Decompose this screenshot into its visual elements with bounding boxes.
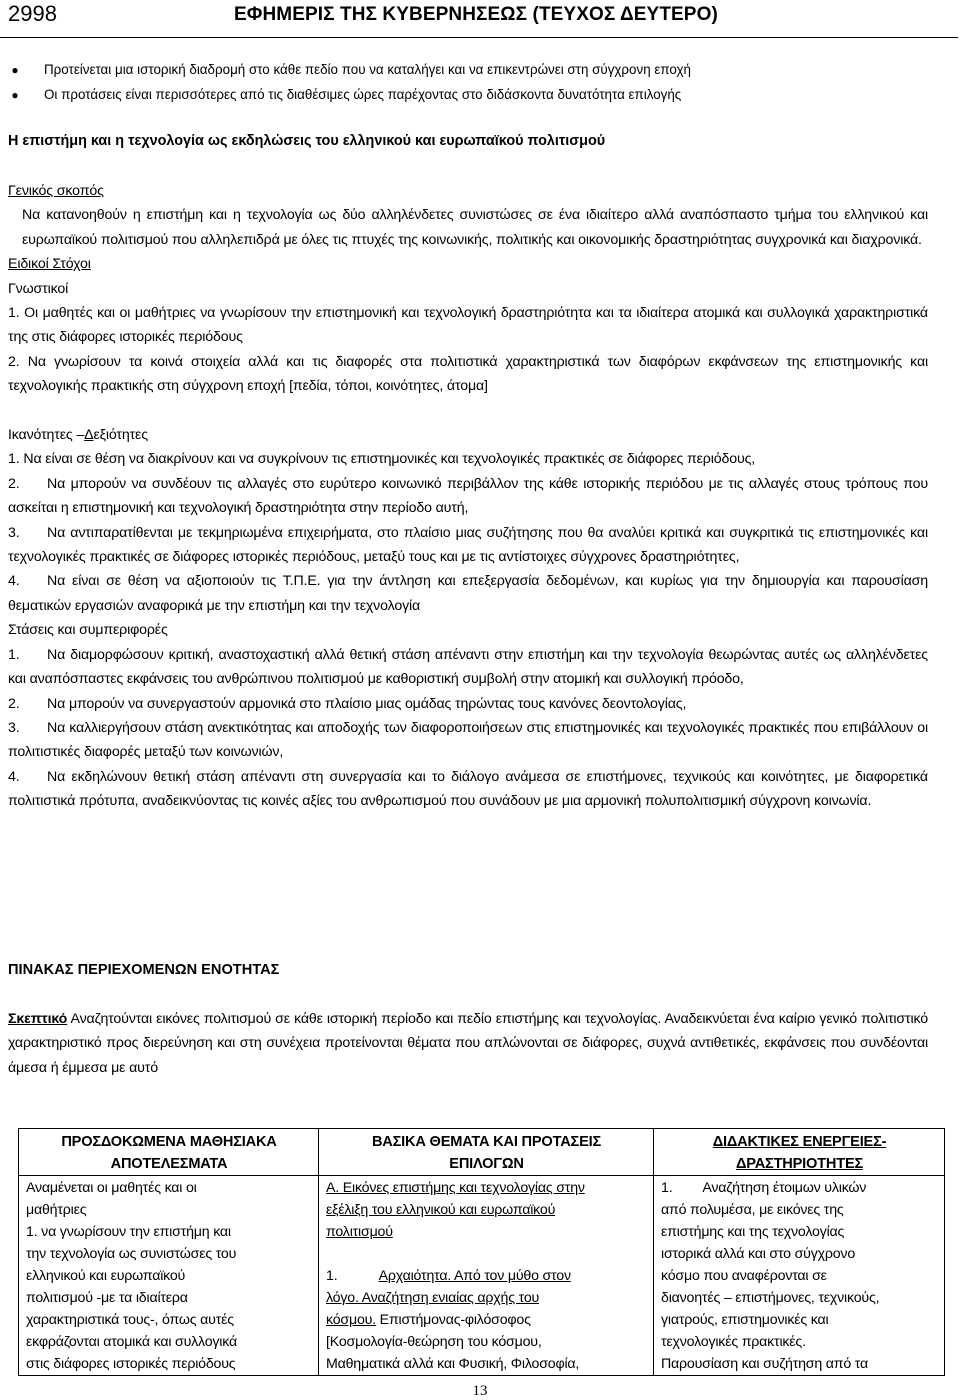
cell-line: εκφράζονται ατομικά και συλλογικά bbox=[26, 1334, 237, 1350]
section-heading: Η επιστήμη και η τεχνολογία ως εκδηλώσεις του ελληνικού και ευρωπαϊκού πολιτισμού bbox=[8, 133, 606, 149]
cell-line bbox=[326, 1353, 647, 1375]
attitudes-item bbox=[8, 643, 928, 692]
cell-line: τεχνολογικές πρακτικές. bbox=[661, 1334, 806, 1350]
page-number: 2998 bbox=[8, 1, 57, 26]
contents-heading: ΠΙΝΑΚΑΣ ΠΕΡΙΕΧΟΜΕΝΩΝ ΕΝΟΤΗΤΑΣ bbox=[8, 962, 280, 978]
skills-item bbox=[8, 447, 928, 471]
cell-line: στις διάφορες ιστορικές περιόδους bbox=[26, 1356, 236, 1372]
skills-item bbox=[8, 521, 928, 570]
cell-segment: 1. bbox=[326, 1268, 379, 1284]
cell-line bbox=[326, 1243, 647, 1265]
header-line: ΒΑΣΙΚΑ ΘΕΜΑΤΑ ΚΑΙ ΠΡΟΤΑΣΕΙΣ bbox=[371, 1134, 602, 1150]
table-header-row bbox=[19, 1129, 945, 1176]
bullet-icon: ● bbox=[11, 63, 19, 77]
cell-line bbox=[326, 1177, 647, 1199]
skills-label-part: εξιότητες bbox=[93, 427, 148, 444]
rationale-label: Σκεπτικό bbox=[8, 1011, 68, 1027]
cell-line: 1. να γνωρίσουν την επιστήμη και bbox=[26, 1224, 231, 1240]
cell-line: επιστήμης και της τεχνολογίας bbox=[661, 1224, 845, 1240]
skills-item bbox=[8, 569, 928, 618]
cell-segment: Επιστήμονας-φιλόσοφος bbox=[375, 1312, 531, 1328]
item-number: 1. bbox=[8, 646, 20, 663]
cognitive-item bbox=[8, 301, 928, 350]
cell-line bbox=[326, 1309, 647, 1331]
header-line: ΔΙΔΑΚΤΙΚΕΣ ΕΝΕΡΓΕΙΕΣ- bbox=[712, 1134, 887, 1150]
header-basic-topics bbox=[319, 1129, 654, 1176]
item-text: Να αντιπαρατίθενται με τεκμηριωμένα επιχειρήματα, στο πλαίσιο μιας συζήτησης που θα αναλύει κριτικά και συγκριτικά τις επιστημονικές και τεχνολογικές πρακτικές σε διάφορες ιστορικές περιόδους, μεταξύ τους και με τις αντίστοιχες σύγχρονες δραστηριότητες, bbox=[8, 524, 928, 566]
attitudes-item bbox=[8, 765, 928, 814]
body-text bbox=[8, 179, 928, 814]
gazette-title: ΕΦΗΜΕΡΙΣ ΤΗΣ ΚΥΒΕΡΝΗΣΕΩΣ (ΤΕΥΧΟΣ ΔΕΥΤΕΡΟ) bbox=[234, 4, 718, 25]
item-text: Να μπορούν να συνεργαστούν αρμονικά στο πλαίσιο μιας ομάδας τηρώντας τους κανόνες δεοντολογίας, bbox=[47, 695, 687, 712]
item-text: Να είναι σε θέση να διακρίνουν και να συγκρίνουν τις επιστημονικές και τεχνολογικές πρακτικές σε διάφορες περιόδους, bbox=[23, 451, 756, 468]
cell-line bbox=[326, 1221, 647, 1243]
cell-line bbox=[326, 1287, 647, 1309]
cell-segment: λόγο. Αναζήτηση ενιαίας αρχής του bbox=[326, 1290, 540, 1306]
cell-line bbox=[326, 1331, 647, 1353]
item-number: 2. bbox=[8, 695, 20, 712]
item-number: 3. bbox=[8, 524, 20, 541]
cell-segment: Α. Εικόνες επιστήμης και τεχνολογίας στην bbox=[326, 1180, 585, 1196]
cell-line: Αναμένεται οι μαθητές και οι bbox=[26, 1180, 197, 1196]
general-aim-label: Γενικός σκοπός bbox=[8, 183, 104, 199]
cell-line: ιστορικά αλλά και στο σύγχρονο bbox=[661, 1246, 856, 1262]
table-row bbox=[19, 1176, 945, 1376]
header-line: ΕΠΙΛΟΓΩΝ bbox=[449, 1156, 524, 1172]
cell-line: χαρακτηριστικά τους-, όπως αυτές bbox=[26, 1312, 234, 1328]
header-learning-outcomes bbox=[19, 1129, 319, 1176]
cognitive-item bbox=[8, 350, 928, 399]
cell-segment: [Κοσμολογία-θεώρηση του κόσμου, bbox=[326, 1334, 542, 1350]
skills-label-underlined: Δ bbox=[84, 427, 94, 444]
attitudes-item bbox=[8, 692, 928, 716]
item-number: 1. bbox=[8, 305, 20, 322]
basic-topics-cell bbox=[319, 1176, 654, 1376]
header-rule bbox=[0, 37, 958, 38]
contents-table bbox=[18, 1128, 945, 1376]
cell-segment: Μαθηματικά αλλά και Φυσική, Φιλοσοφία, bbox=[326, 1356, 580, 1372]
item-text: Να γνωρίσουν τα κοινά στοιχεία αλλά και τις διαφορές στα πολιτιστικά χαρακτηριστικά των διαφόρων εκφάνσεων της επιστημονικής και τεχνολογικής πρακτικής στη σύγχρονη εποχή [πεδία, τόποι, κοινότητες, άτομα] bbox=[8, 353, 928, 395]
attitudes-item bbox=[8, 716, 928, 765]
rationale-paragraph bbox=[8, 1007, 928, 1080]
cell-segment: πολιτισμού bbox=[326, 1224, 393, 1240]
item-text: Οι μαθητές και οι μαθήτριες να γνωρίσουν την επιστημονική και τεχνολογική δραστηριότητα και τα ιδιαίτερα ατομικά και συλλογικά χαρακτηριστικά της στις διάφορες ιστορικές περιόδους bbox=[8, 305, 928, 346]
spacer bbox=[8, 399, 928, 423]
item-text: Να καλλιεργήσουν στάση ανεκτικότητας και αποδοχής των διαφοροποιήσεων στις επιστημονικές και τεχνολογικές πρακτικές που επιβάλλουν οι πολιτιστικές διαφορές μεταξύ των κοινωνιών, bbox=[8, 719, 928, 761]
learning-outcomes-cell bbox=[19, 1176, 319, 1376]
teaching-activities-cell bbox=[654, 1176, 945, 1376]
item-number: 4. bbox=[8, 768, 20, 785]
attitudes-label: Στάσεις και συμπεριφορές bbox=[8, 622, 168, 639]
item-number: 2. bbox=[8, 353, 20, 370]
cell-line: μαθήτριες bbox=[26, 1202, 87, 1218]
cell-segment: κόσμου. bbox=[326, 1312, 376, 1328]
item-text: Να είναι σε θέση να αξιοποιούν τις Τ.Π.Ε. για την άντληση και επεξεργασία δεδομένων, και κυρίως για την δημιουργία και παρουσίαση θεματικών εργασιών αναφορικά με την επιστήμη και την τεχνολογία bbox=[8, 573, 928, 614]
item-text: Να εκδηλώνουν θετική στάση απέναντι στη συνεργασία και το διάλογο ανάμεσα σε επιστήμονες, τεχνικούς και κοινότητες, με διαφορετικά πολιτιστικά πρότυπα, αναδεικνύοντας τις κοινές αξίες του ανθρωπισμού που συνάδουν με μια αρμονική πολυπολιτισμική σύγχρονη κοινωνία. bbox=[8, 768, 928, 810]
cell-line: διανοητές – επιστήμονες, τεχνικούς, bbox=[661, 1290, 880, 1306]
bullet-text: Προτείνεται μια ιστορική διαδρομή στο κάθε πεδίο που να καταλήγει και να επικεντρώνει στη σύγχρονη εποχή bbox=[44, 62, 691, 77]
cell-segment: Αρχαιότητα. Από τον μύθο στον bbox=[378, 1268, 571, 1284]
cell-line bbox=[326, 1199, 647, 1221]
skills-item bbox=[8, 472, 928, 521]
cell-segment: εξέλιξη του ελληνικού και ευρωπαϊκού bbox=[326, 1202, 556, 1218]
skills-label-part: Ικανότητες – bbox=[8, 427, 85, 444]
cell-line bbox=[326, 1265, 647, 1287]
item-number: 2. bbox=[8, 475, 20, 492]
cell-line: ελληνικού και ευρωπαϊκού bbox=[26, 1268, 186, 1284]
item-number: 3. bbox=[8, 719, 20, 736]
rationale-text: Αναζητούνται εικόνες πολιτισμού σε κάθε ιστορική περίοδο και πεδίο επιστήμης και τεχνολογίας. Αναδεικνύεται ένα καίριο γενικό πολιτιστικό χαρακτηριστικό προς διερεύνηση και στη συνέχεια προτείνονται θέματα που απλώνονται σε διάφορες, συχνά αντιθετικές, εκφάνσεις που συνδέονται άμεσα ή έμμεσα με αυτό bbox=[8, 1011, 928, 1076]
cell-line: 1. Αναζήτηση έτοιμων υλικών bbox=[661, 1180, 867, 1196]
cognitive-label: Γνωστικοί bbox=[8, 280, 69, 297]
general-aim-text: Να κατανοηθούν η επιστήμη και η τεχνολογία ως δύο αλληλένδετες συνιστώσες σε ένα ιδιαίτερο αλλά αναπόσπαστο τμήμα του ελληνικού και ευρωπαϊκού πολιτισμού που αλληλεπιδρά με όλες τις πτυχές της κοινωνικής, πολιτικής και οικονομικής δραστηριότητας συγχρονικά και διαχρονικά. bbox=[22, 207, 928, 248]
item-text: Να μπορούν να συνδέουν τις αλλαγές στο ευρύτερο κοινωνικό περιβάλλον της κάθε ιστορικής περιόδου με τις αλλαγές στους τρόπους που ασκείται η επιστημονική και τεχνολογική δραστηριότητα στην περίοδο αυτή, bbox=[8, 475, 928, 517]
bullet-text: Οι προτάσεις είναι περισσότερες από τις διαθέσιμες ώρες παρέχοντας στο διδάσκοντα δυνατότητα επιλογής bbox=[44, 87, 682, 102]
footer-page-number: 13 bbox=[472, 1383, 488, 1399]
item-number: 4. bbox=[8, 573, 20, 590]
header-line: ΠΡΟΣΔΟΚΩΜΕΝΑ ΜΑΘΗΣΙΑΚΑ bbox=[61, 1134, 277, 1150]
cell-line: κόσμο που αναφέρονται σε bbox=[661, 1268, 827, 1284]
cell-line: από πολυμέσα, με εικόνες της bbox=[661, 1202, 844, 1218]
cell-line: γιατρούς, επιστημονικές και bbox=[661, 1312, 829, 1328]
cell-line: πολιτισμού -με τα ιδιαίτερα bbox=[26, 1290, 188, 1306]
item-text: Να διαμορφώσουν κριτική, αναστοχαστική αλλά θετική στάση απέναντι στην επιστήμη και την τεχνολογία θεωρώντας αυτές ως αλληλένδετες και αναπόσπαστες εκφάνσεις του ανθρώπινου πολιτισμού με καθοριστική συμβολή στην ατομική και συλλογική πρόοδο, bbox=[8, 646, 928, 688]
cell-line: την τεχνολογία ως συνιστώσες του bbox=[26, 1246, 237, 1262]
skills-label bbox=[8, 423, 928, 447]
header-teaching-activities bbox=[654, 1129, 945, 1176]
cell-line: Παρουσίαση και συζήτηση από τα bbox=[661, 1356, 868, 1372]
specific-aims-label: Ειδικοί Στόχοι bbox=[8, 256, 91, 273]
header-line: ΑΠΟΤΕΛΕΣΜΑΤΑ bbox=[110, 1156, 228, 1172]
item-number: 1. bbox=[8, 451, 20, 468]
header-line: ΔΡΑΣΤΗΡΙΟΤΗΤΕΣ bbox=[735, 1156, 864, 1172]
bullet-icon: ● bbox=[11, 88, 19, 102]
